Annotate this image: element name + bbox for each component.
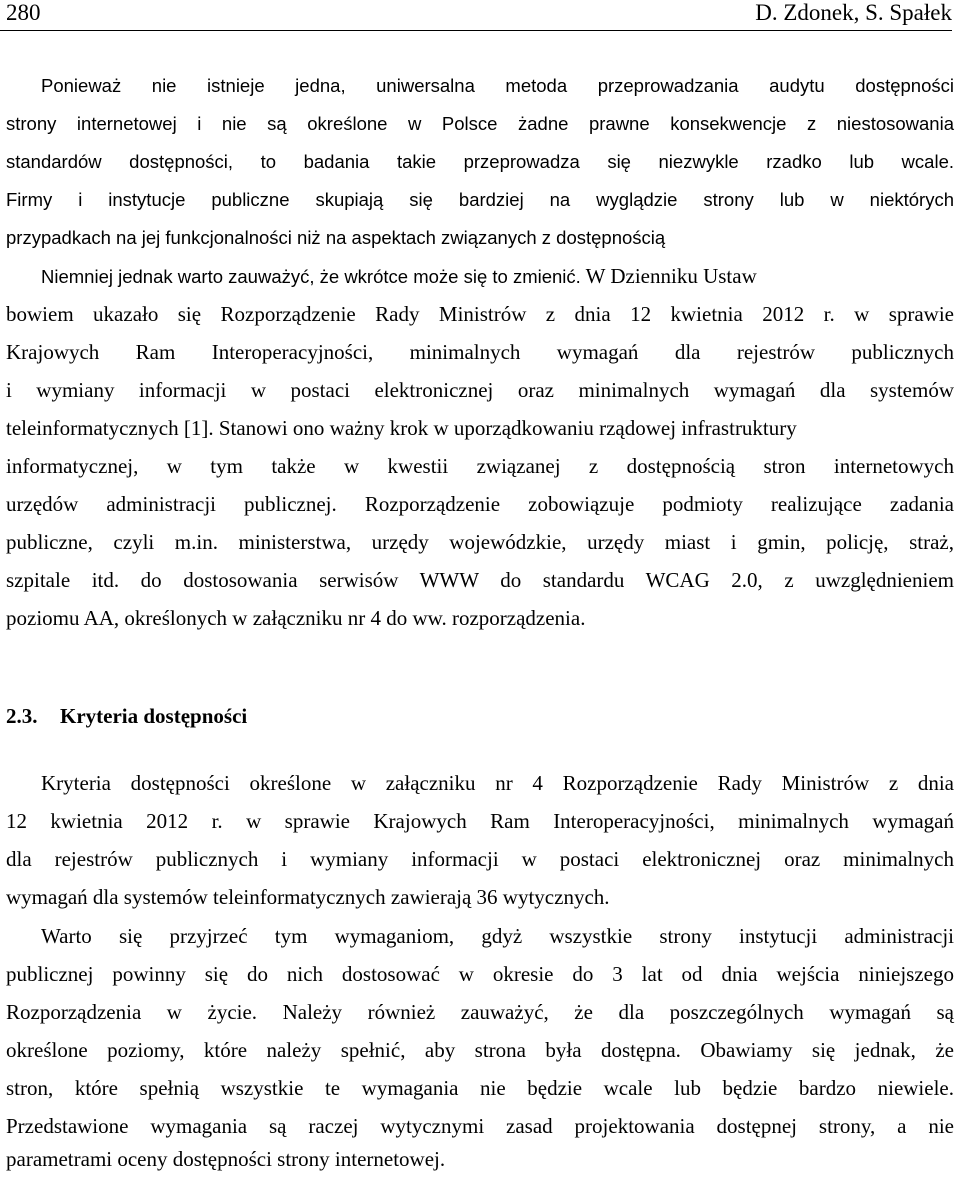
paragraph-1-line-11: informatycznej, w tym także w kwestii związanej z dostępnością stron internetowych xyxy=(6,454,954,478)
paragraph-1-line-5: przypadkach na jej funkcjonalności niż na aspektach związanych z dostępnością xyxy=(6,227,666,248)
paragraph-3-line-7: parametrami oceny dostępności strony internetowej. xyxy=(6,1147,446,1171)
paragraph-1-line-6 xyxy=(6,257,954,295)
paragraph-3-line-4: określone poziomy, które należy spełnić, aby strona była dostępna. Obawiamy się jednak, że xyxy=(6,1038,954,1062)
paragraph-1-line-13: publiczne, czyli m.in. ministerstwa, urzędy wojewódzkie, urzędy miast i gmin, policję, straż, xyxy=(6,530,954,554)
paragraph-1-line-10 xyxy=(6,409,954,447)
paragraph-1-line-1: Ponieważ nie istnieje jedna, uniwersalna metoda przeprowadzania audytu dostępności xyxy=(41,75,954,96)
line-6-sans-part: Niemniej jednak warto zauważyć, że wkrótce może się to zmienić. xyxy=(41,266,581,287)
section-number: 2.3. xyxy=(6,704,38,728)
paragraph-2-line-1: Kryteria dostępności określone w załączniku nr 4 Rozporządzenie Rady Ministrów z dnia xyxy=(41,771,954,795)
paragraph-2-line-3: dla rejestrów publicznych i wymiany informacji w postaci elektronicznej oraz minimalnych xyxy=(6,847,954,871)
running-authors: D. Zdonek, S. Spałek xyxy=(755,0,952,25)
page-number: 280 xyxy=(6,0,41,25)
paragraph-2-line-4: wymagań dla systemów teleinformatycznych zawierają 36 wytycznych. xyxy=(6,885,610,909)
line-10-tail: Stanowi ono ważny krok w uporządkowaniu rządowej infrastruktury xyxy=(213,416,797,440)
paragraph-1-line-4: Firmy i instytucje publiczne skupiają się bardziej na wyglądzie strony lub w niektórych xyxy=(6,189,954,210)
paragraph-1-line-15: poziomu AA, określonych w załączniku nr 4 do ww. rozporządzenia. xyxy=(6,606,586,630)
section-heading xyxy=(6,698,247,734)
paragraph-2-line-2: 12 kwietnia 2012 r. w sprawie Krajowych Ram Interoperacyjności, minimalnych wymagań xyxy=(6,809,954,833)
section-title: Kryteria dostępności xyxy=(60,704,248,728)
paragraph-3-line-2: publicznej powinny się do nich dostosować w okresie do 3 lat od dnia wejścia niniejszego xyxy=(6,962,954,986)
paragraph-3-line-5: stron, które spełnią wszystkie te wymagania nie będzie wcale lub będzie bardzo niewiele. xyxy=(6,1076,954,1100)
paragraph-1-line-7: bowiem ukazało się Rozporządzenie Rady Ministrów z dnia 12 kwietnia 2012 r. w sprawie xyxy=(6,302,954,326)
paragraph-1-line-14: szpitale itd. do dostosowania serwisów WWW do standardu WCAG 2.0, z uwzględnieniem xyxy=(6,568,954,592)
paragraph-1-line-2: strony internetowej i nie są określone w Polsce żadne prawne konsekwencje z niestosowania xyxy=(6,113,954,134)
paragraph-3-line-1: Warto się przyjrzeć tym wymaganiom, gdyż wszystkie strony instytucji administracji xyxy=(41,924,954,948)
line-10-head: teleinformatycznych [1]. xyxy=(6,416,214,440)
paragraph-1-line-9: i wymiany informacji w postaci elektronicznej oraz minimalnych wymagań dla systemów xyxy=(6,378,954,402)
paragraph-3-line-6: Przedstawione wymagania są raczej wytycznymi zasad projektowania dostępnej strony, a nie xyxy=(6,1114,954,1138)
line-6-serif-part: W Dzienniku Ustaw xyxy=(580,264,757,288)
paragraph-1-line-3: standardów dostępności, to badania takie przeprowadza się niezwykle rzadko lub wcale. xyxy=(6,151,954,172)
paragraph-3-line-3: Rozporządzenia w życie. Należy również zauważyć, że dla poszczególnych wymagań są xyxy=(6,1000,954,1024)
running-header xyxy=(0,0,952,31)
paragraph-1-line-8: Krajowych Ram Interoperacyjności, minimalnych wymagań dla rejestrów publicznych xyxy=(6,340,954,364)
paragraph-1-line-12: urzędów administracji publicznej. Rozporządzenie zobowiązuje podmioty realizujące zadania xyxy=(6,492,954,516)
